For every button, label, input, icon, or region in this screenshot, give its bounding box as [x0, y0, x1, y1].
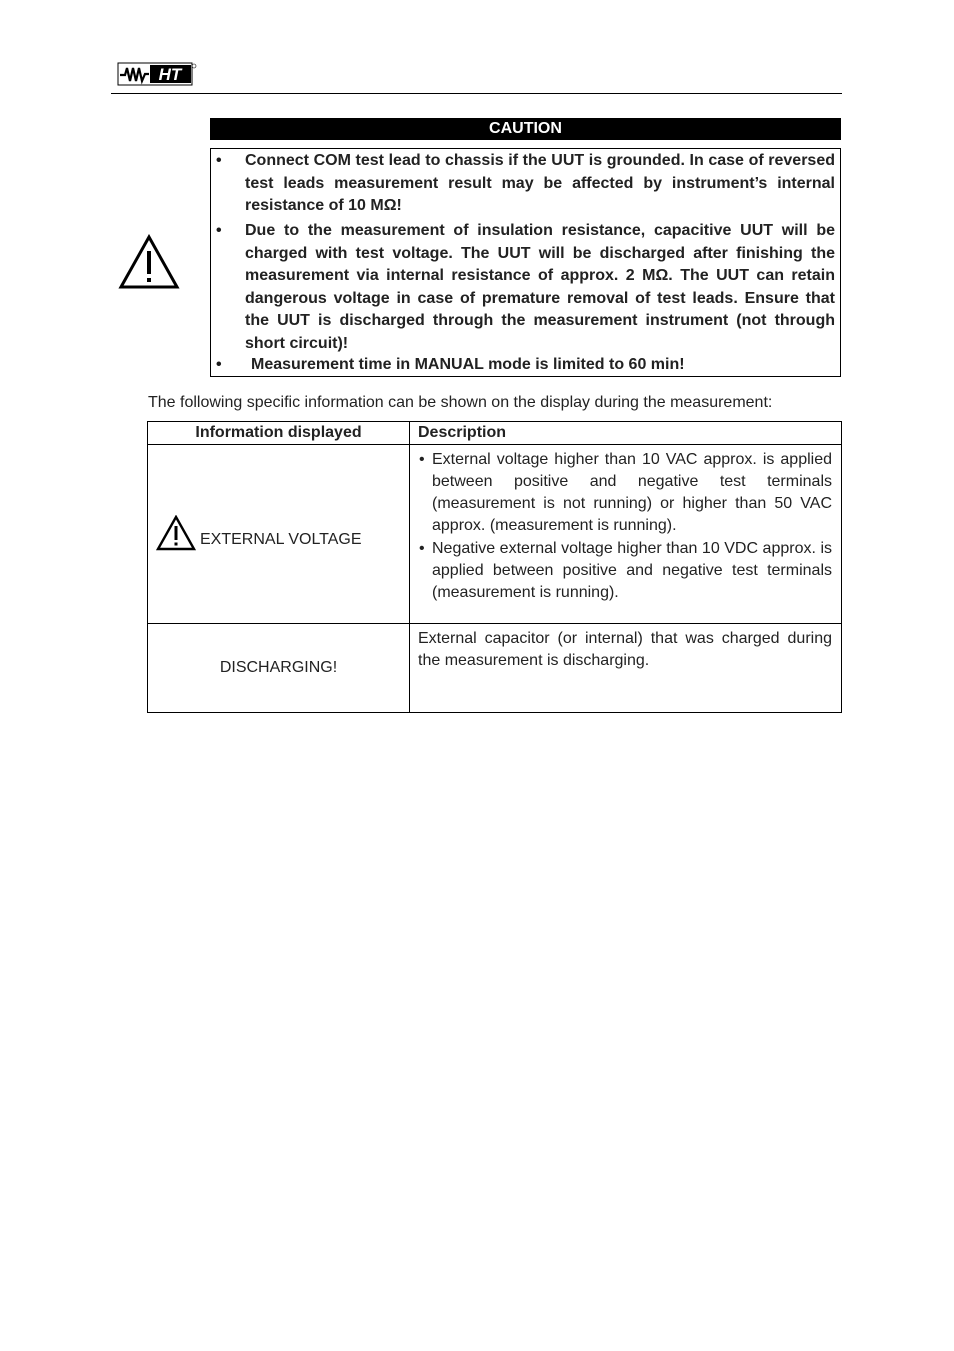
- table-row: [148, 624, 842, 713]
- description-text: External voltage higher than 10 VAC approx. is applied between positive and negative test terminals (measurement is not running) or higher than 50 VAC approx. (measurement is running).: [432, 451, 832, 534]
- description-cell: [410, 624, 842, 713]
- caution-title: CAUTION: [210, 118, 841, 140]
- ht-logo: [117, 60, 197, 88]
- column-header-info: Information displayed: [148, 422, 410, 445]
- description-text: Negative external voltage higher than 10 VDC approx. is applied between positive and negative test terminals (measurement is running).: [432, 540, 832, 601]
- svg-text:HT: HT: [158, 65, 182, 84]
- column-header-description: Description: [410, 422, 842, 445]
- description-text: External capacitor (or internal) that was charged during the measurement is discharging.: [418, 630, 832, 669]
- bullet: •: [216, 222, 222, 239]
- ht-logo-icon: [117, 60, 197, 88]
- bullet: •: [216, 356, 222, 373]
- caution-item-3: Measurement time in MANUAL mode is limited to 60 min!: [251, 356, 685, 373]
- bullet: •: [419, 451, 425, 468]
- header-rule: [111, 93, 842, 94]
- info-cell: [148, 445, 410, 624]
- info-table: [147, 421, 842, 713]
- table-header-row: [148, 422, 842, 445]
- caution-box: [210, 148, 841, 377]
- warning-triangle-icon: [156, 515, 196, 551]
- warning-triangle-icon: [118, 234, 180, 290]
- table-row: [148, 445, 842, 624]
- caution-item-1: Connect COM test lead to chassis if the UUT is grounded. In case of reversed test leads measurement result may be affected by instrument’s internal resistance of 10 MΩ!: [245, 152, 835, 214]
- info-cell: [148, 624, 410, 713]
- description-cell: [410, 445, 842, 624]
- intro-text: The following specific information can be shown on the display during the measurement:: [148, 394, 773, 411]
- caution-item-2: Due to the measurement of insulation resistance, capacitive UUT will be charged with test voltage. The UUT will be discharged after finishing the measurement via internal resistance of approx. 2 MΩ. The UUT can retain dangerous voltage in case of premature removal of test leads. Ensure that the UUT is discharged through the measurement instrument (not through short circuit)!: [245, 222, 835, 352]
- bullet: •: [216, 152, 222, 169]
- bullet: •: [419, 540, 425, 557]
- list-item: [418, 538, 832, 604]
- discharging-label: DISCHARGING!: [219, 659, 338, 676]
- list-item: [418, 449, 832, 537]
- external-voltage-label: EXTERNAL VOLTAGE: [200, 531, 362, 548]
